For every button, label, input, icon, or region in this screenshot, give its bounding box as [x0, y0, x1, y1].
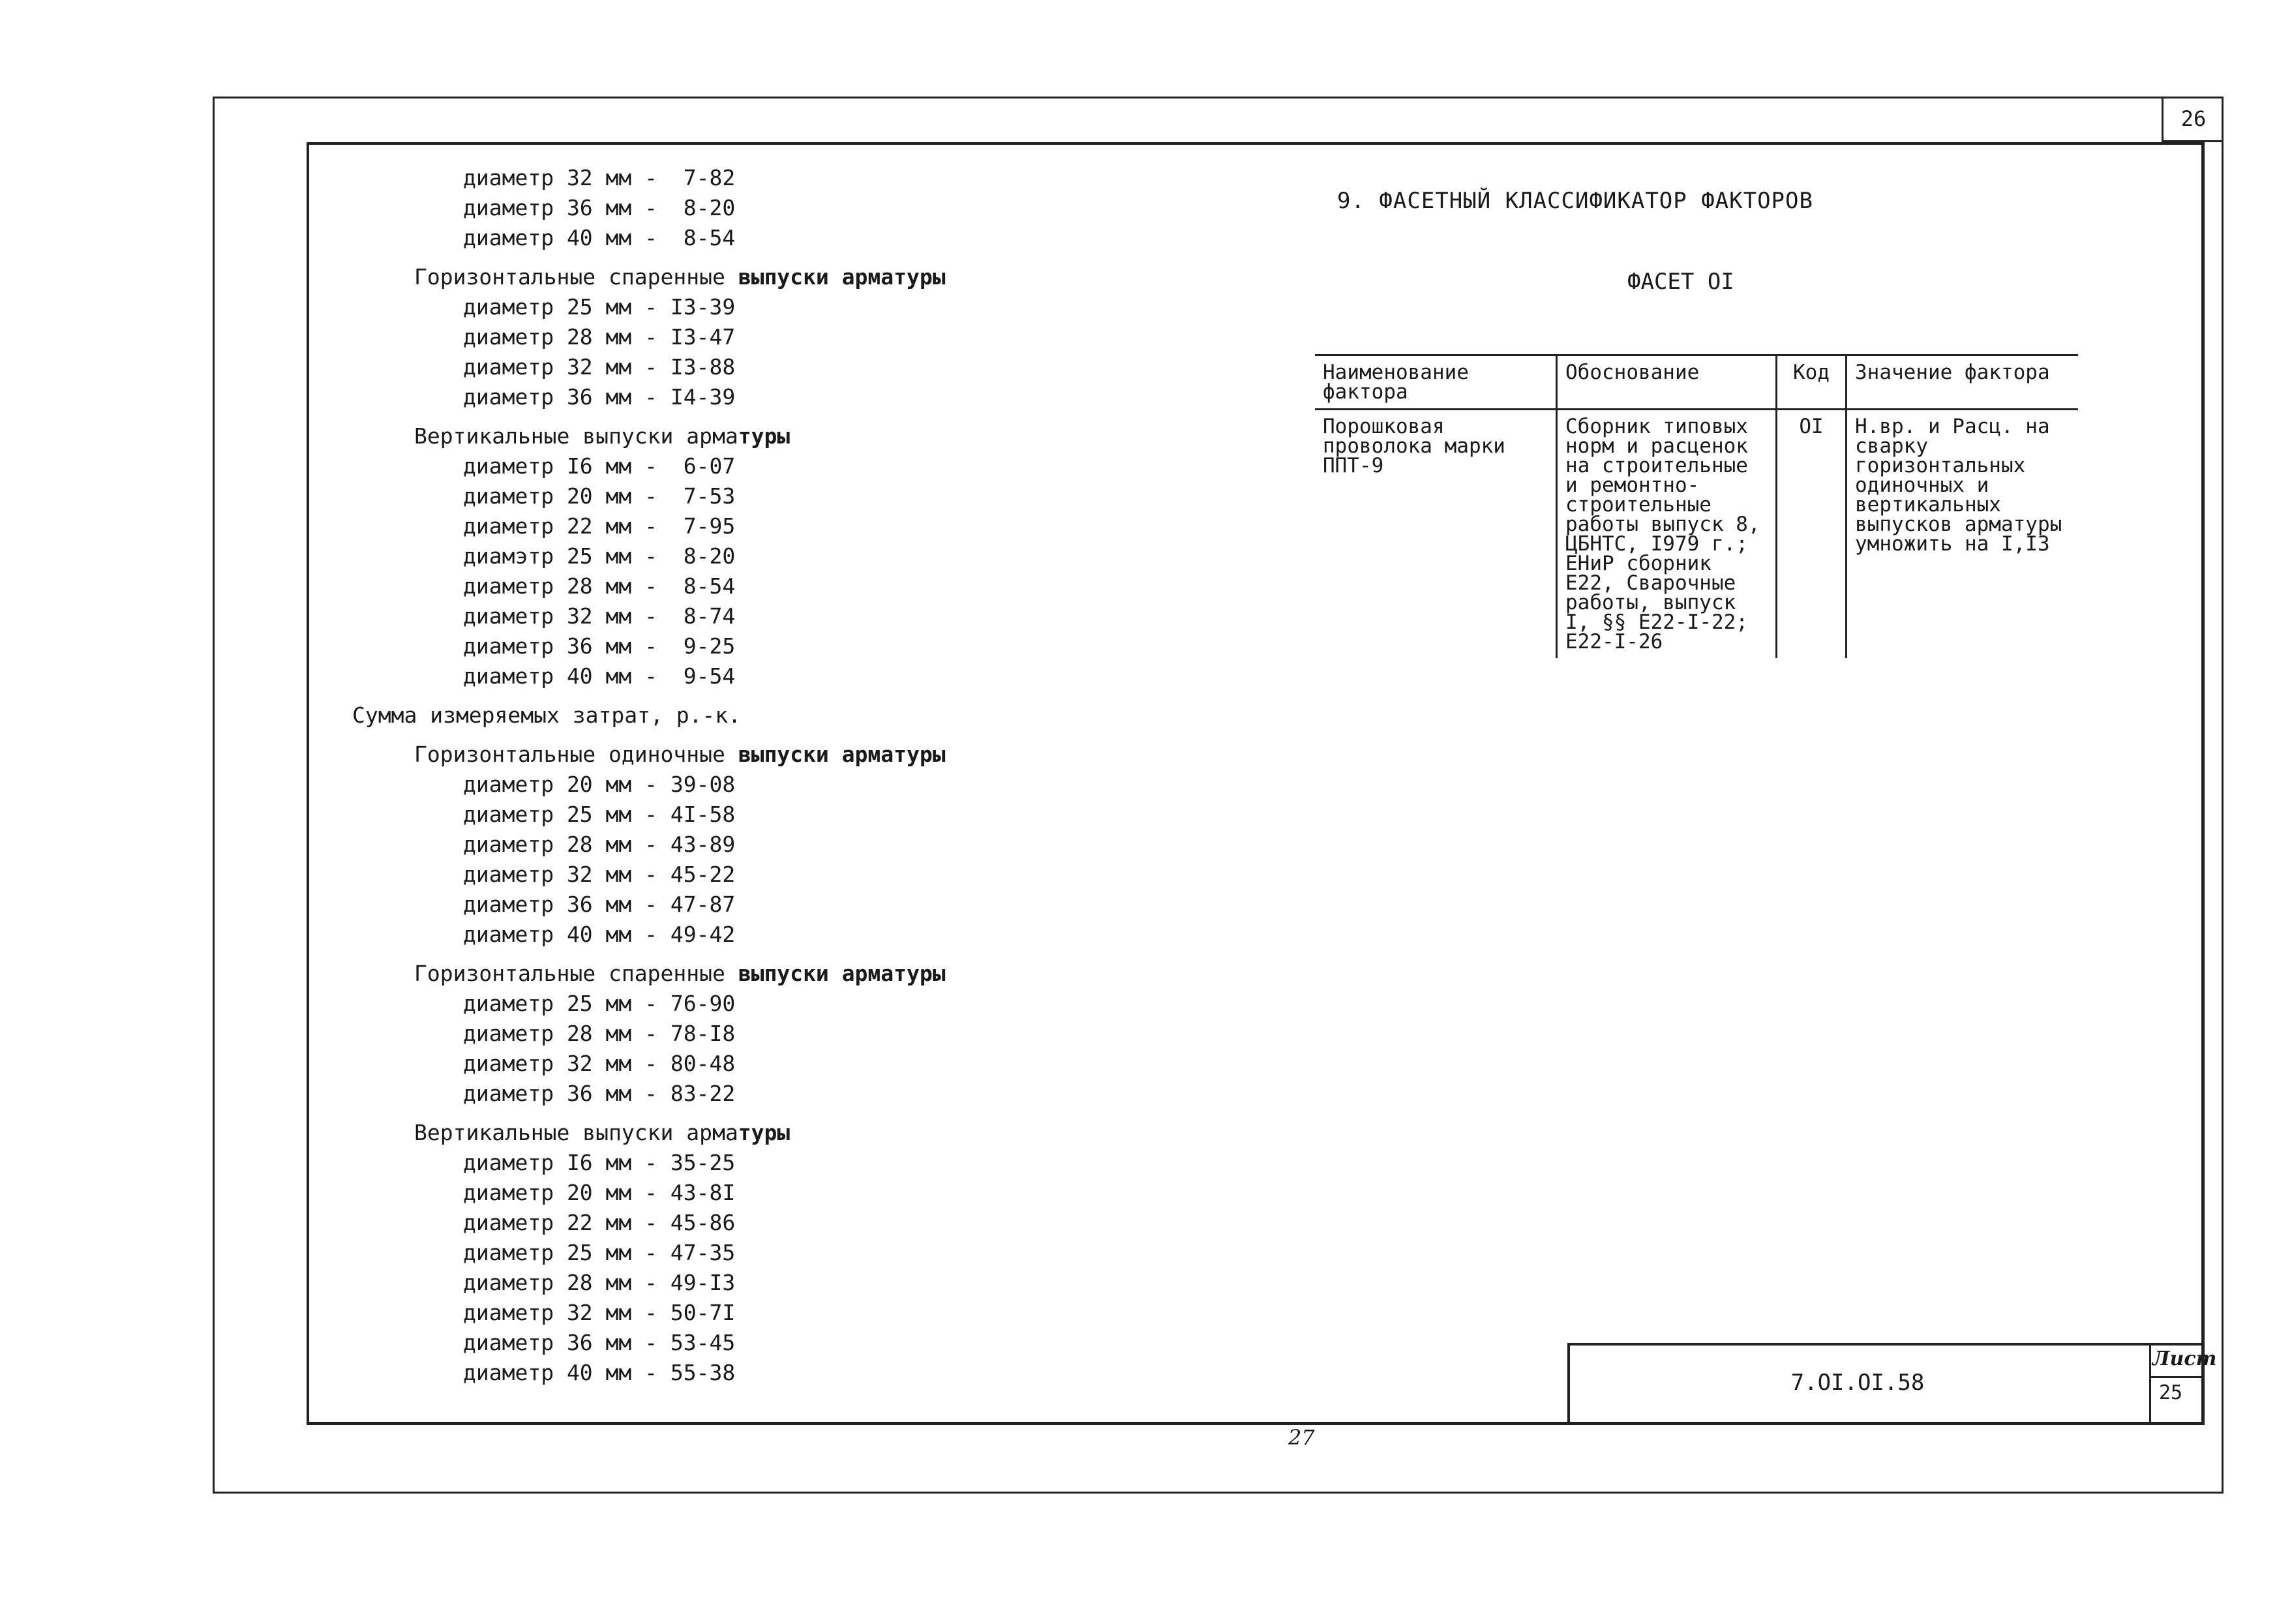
list-item: диаметр 36 мм - 9-25 [463, 633, 736, 659]
list-item: диаметр 32 мм - 80-48 [463, 1051, 736, 1076]
page-number: 27 [1288, 1425, 1315, 1450]
section-title: 9. ФАСЕТНЫЙ КЛАССИФИКАТОР ФАКТОРОВ [1337, 188, 1813, 214]
list-item: диаметр 20 мм - 43-8I [463, 1180, 736, 1205]
list-item: диаметр 40 мм - 55-38 [463, 1360, 736, 1385]
column-header: Обоснование [1557, 355, 1777, 410]
section-heading: Вертикальные выпуски арматуры [414, 423, 791, 449]
section-heading: Горизонтальные спаренные выпуски арматуры [414, 264, 946, 290]
sheet-label: Лист [2152, 1347, 2217, 1370]
list-item: диаметр 25 мм - 76-90 [463, 991, 736, 1016]
factor-basis-cell: Сборник типовых норм и расценок на строительные и ремонтно-строительные работы выпуск 8, ЦБНТС, I979 г.; ЕНиР сборник Е22, Сварочные работы, выпуск I, §§ Е22-I-22; Е22-I-26 [1557, 410, 1777, 659]
list-item: диаметр 36 мм - 8-20 [463, 195, 736, 220]
list-item: диаметр 22 мм - 45-86 [463, 1210, 736, 1235]
list-item: диаметр 25 мм - 47-35 [463, 1240, 736, 1265]
top-items [352, 163, 1331, 253]
column-header: Наименование фактора [1315, 355, 1557, 410]
corner-sheet-number: 26 [2162, 97, 2224, 142]
section-heading: Вертикальные выпуски арматуры [414, 1120, 791, 1145]
list-item: диаметр 36 мм - 53-45 [463, 1330, 736, 1355]
sheet-number: 25 [2159, 1381, 2183, 1404]
document-code: 7.OI.OI.58 [1790, 1370, 1925, 1396]
table-header-row [1315, 355, 2078, 410]
section-heading: Горизонтальные спаренные выпуски арматуры [414, 961, 946, 986]
list-item: диамэтр 25 мм - 8-20 [463, 543, 736, 569]
list-item: диаметр 40 мм - 8-54 [463, 225, 736, 250]
list-item: диаметр 32 мм - 45-22 [463, 862, 736, 887]
list-item: диаметр 28 мм - 49-I3 [463, 1270, 736, 1295]
sum-heading: Сумма измеряемых затрат, р.-к. [352, 702, 742, 728]
list-item: диаметр 32 мм - 7-82 [463, 165, 736, 190]
list-item: диаметр 40 мм - 49-42 [463, 922, 736, 947]
factor-value-cell: Н.вр. и Расц. на сварку горизонтальных одиночных и вертикальных выпусков арматуры умножить на I,I3 [1847, 410, 2079, 659]
column-header: Значение фактора [1847, 355, 2079, 410]
stamp-divider [2149, 1376, 2205, 1378]
list-item: диаметр 32 мм - 50-7I [463, 1300, 736, 1325]
list-item: диаметр 20 мм - 7-53 [463, 483, 736, 509]
list-item: диаметр 25 мм - I3-39 [463, 294, 736, 320]
list-item: диаметр I6 мм - 6-07 [463, 453, 736, 479]
list-item: диаметр 36 мм - 47-87 [463, 892, 736, 917]
left-column [352, 163, 1331, 1388]
list-item: диаметр 36 мм - 83-22 [463, 1081, 736, 1106]
list-item: диаметр 28 мм - 43-89 [463, 832, 736, 857]
list-item: диаметр 28 мм - 8-54 [463, 573, 736, 599]
list-item: диаметр 36 мм - I4-39 [463, 384, 736, 410]
factor-code-cell: OI [1777, 410, 1847, 659]
column-header: Код [1777, 355, 1847, 410]
factor-table [1315, 354, 2078, 658]
list-item: диаметр 20 мм - 39-08 [463, 772, 736, 797]
list-item: диаметр 28 мм - 78-I8 [463, 1021, 736, 1046]
list-item: диаметр 25 мм - 4I-58 [463, 802, 736, 827]
facet-title: ФАСЕТ OI [1627, 269, 1734, 295]
factor-name-cell: Порошковая проволока марки ППТ-9 [1323, 415, 1505, 477]
list-item: диаметр 40 мм - 9-54 [463, 663, 736, 689]
section-heading: Горизонтальные одиночные выпуски арматуры [414, 742, 946, 767]
table-row [1315, 410, 2078, 659]
list-item: диаметр I6 мм - 35-25 [463, 1150, 736, 1175]
list-item: диаметр 28 мм - I3-47 [463, 324, 736, 350]
list-item: диаметр 22 мм - 7-95 [463, 513, 736, 539]
list-item: диаметр 32 мм - 8-74 [463, 603, 736, 629]
stamp-divider [2149, 1343, 2151, 1425]
list-item: диаметр 32 мм - I3-88 [463, 354, 736, 380]
